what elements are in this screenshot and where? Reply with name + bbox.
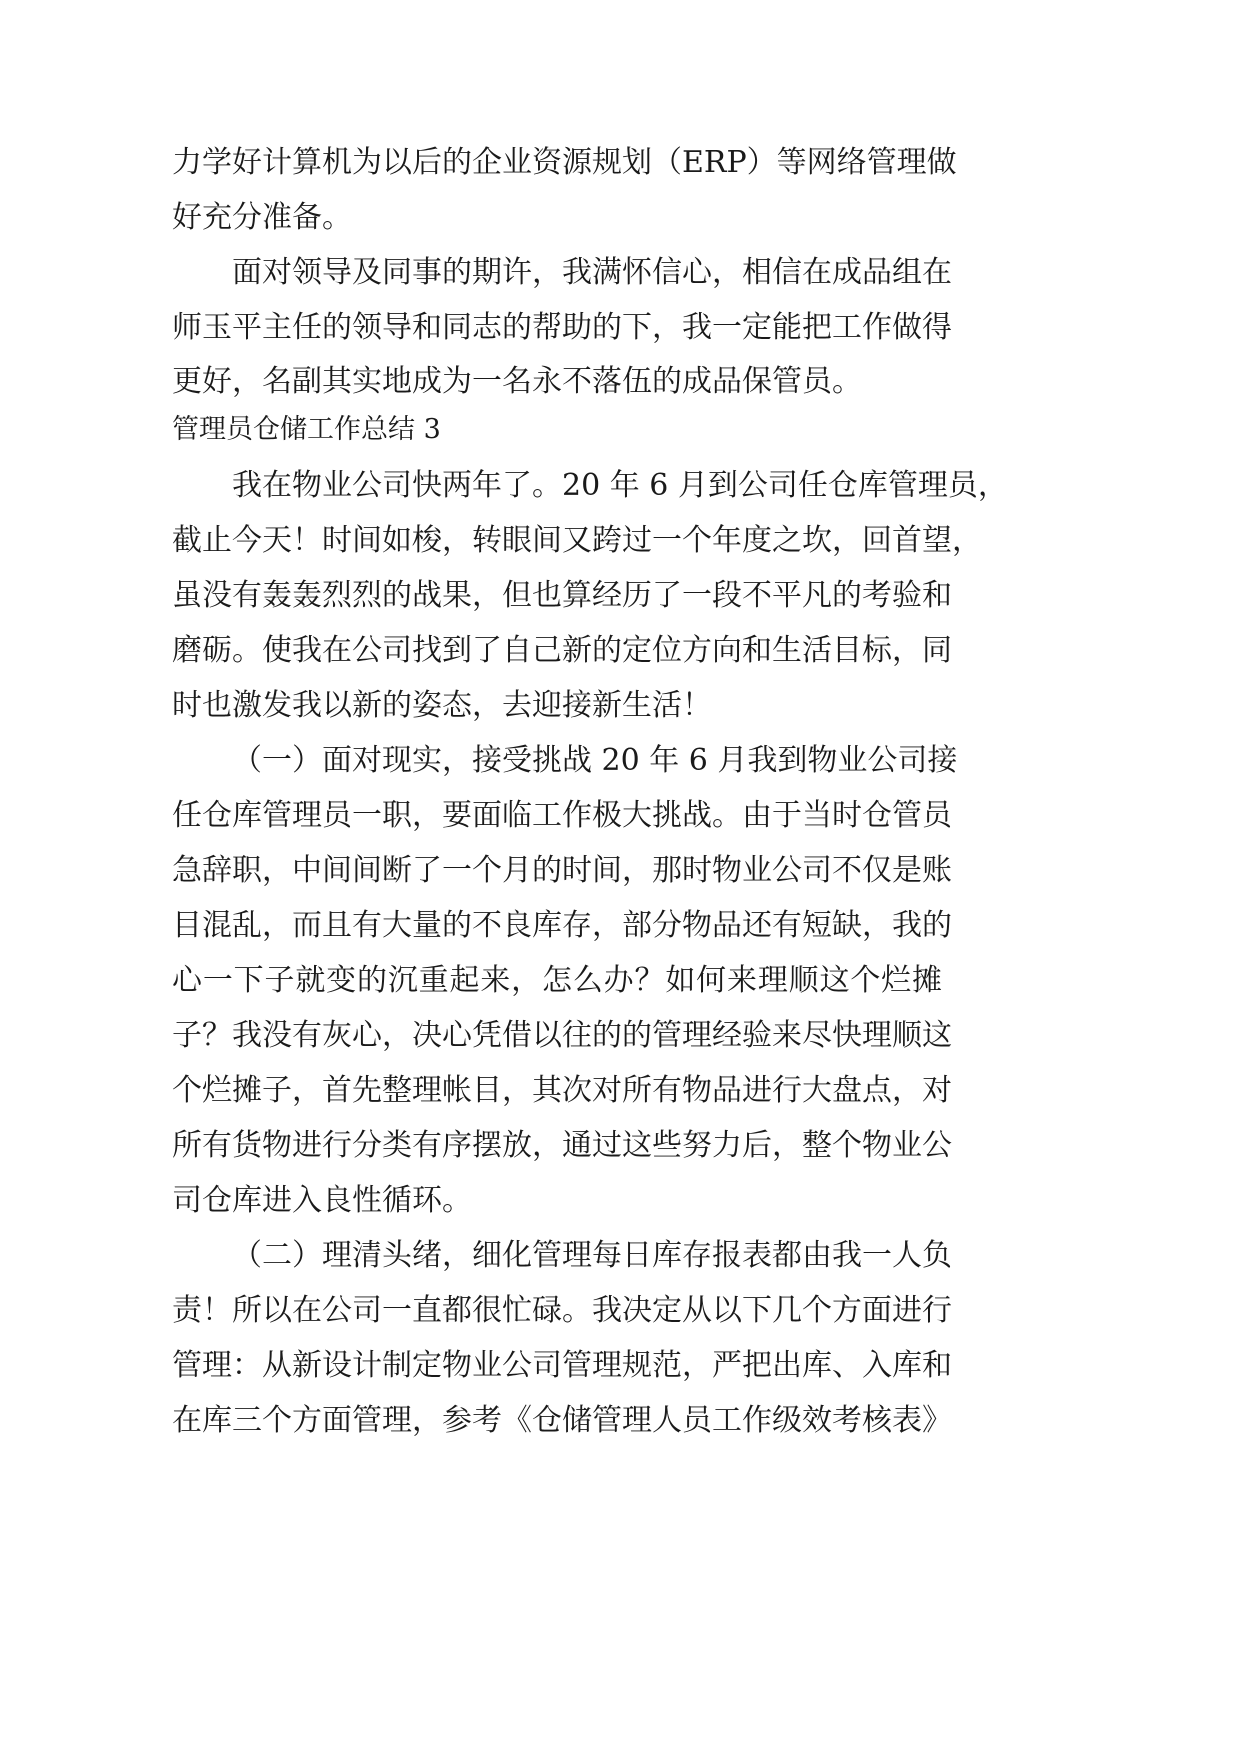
body-text-line: 师玉平主任的领导和同志的帮助的下，我一定能把工作做得	[172, 310, 952, 345]
body-text-line: （二）理清头绪，细化管理每日库存报表都由我一人负	[232, 1238, 952, 1273]
body-text-line: 管理：从新设计制定物业公司管理规范，严把出库、入库和	[172, 1348, 952, 1383]
section-heading: 管理员仓储工作总结 3	[172, 414, 441, 445]
body-text-line: 好充分准备。	[172, 200, 352, 235]
body-text-line: 时也激发我以新的姿态，去迎接新生活！	[172, 688, 712, 723]
body-text-line: 在库三个方面管理，参考《仓储管理人员工作级效考核表》	[172, 1403, 952, 1438]
body-text-line: 子？我没有灰心，决心凭借以往的的管理经验来尽快理顺这	[172, 1018, 952, 1053]
body-text-line: 目混乱，而且有大量的不良库存，部分物品还有短缺，我的	[172, 908, 952, 943]
body-text-line: （一）面对现实，接受挑战 20 年 6 月我到物业公司接	[232, 743, 958, 778]
body-text-line: 所有货物进行分类有序摆放，通过这些努力后，整个物业公	[172, 1128, 952, 1163]
body-text-line: 我在物业公司快两年了。20 年 6 月到公司任仓库管理员，	[232, 468, 1008, 503]
body-text-line: 司仓库进入良性循环。	[172, 1183, 472, 1218]
body-text-line: 个烂摊子，首先整理帐目，其次对所有物品进行大盘点，对	[172, 1073, 952, 1108]
body-text-line: 更好，名副其实地成为一名永不落伍的成品保管员。	[172, 364, 862, 399]
body-text-line: 截止今天！时间如梭，转眼间又跨过一个年度之坎，回首望，	[172, 523, 982, 558]
body-text-line: 磨砺。使我在公司找到了自己新的定位方向和生活目标，同	[172, 633, 952, 668]
body-text-line: 心一下子就变的沉重起来，怎么办？如何来理顺这个烂摊	[172, 963, 942, 998]
body-text-line: 力学好计算机为以后的企业资源规划（ERP）等网络管理做	[172, 145, 957, 180]
body-text-line: 任仓库管理员一职，要面临工作极大挑战。由于当时仓管员	[172, 798, 952, 833]
body-text-line: 虽没有轰轰烈烈的战果，但也算经历了一段不平凡的考验和	[172, 578, 952, 613]
body-text-line: 面对领导及同事的期许，我满怀信心，相信在成品组在	[232, 255, 952, 290]
body-text-line: 责！所以在公司一直都很忙碌。我决定从以下几个方面进行	[172, 1293, 952, 1328]
body-text-line: 急辞职，中间间断了一个月的时间，那时物业公司不仅是账	[172, 853, 952, 888]
